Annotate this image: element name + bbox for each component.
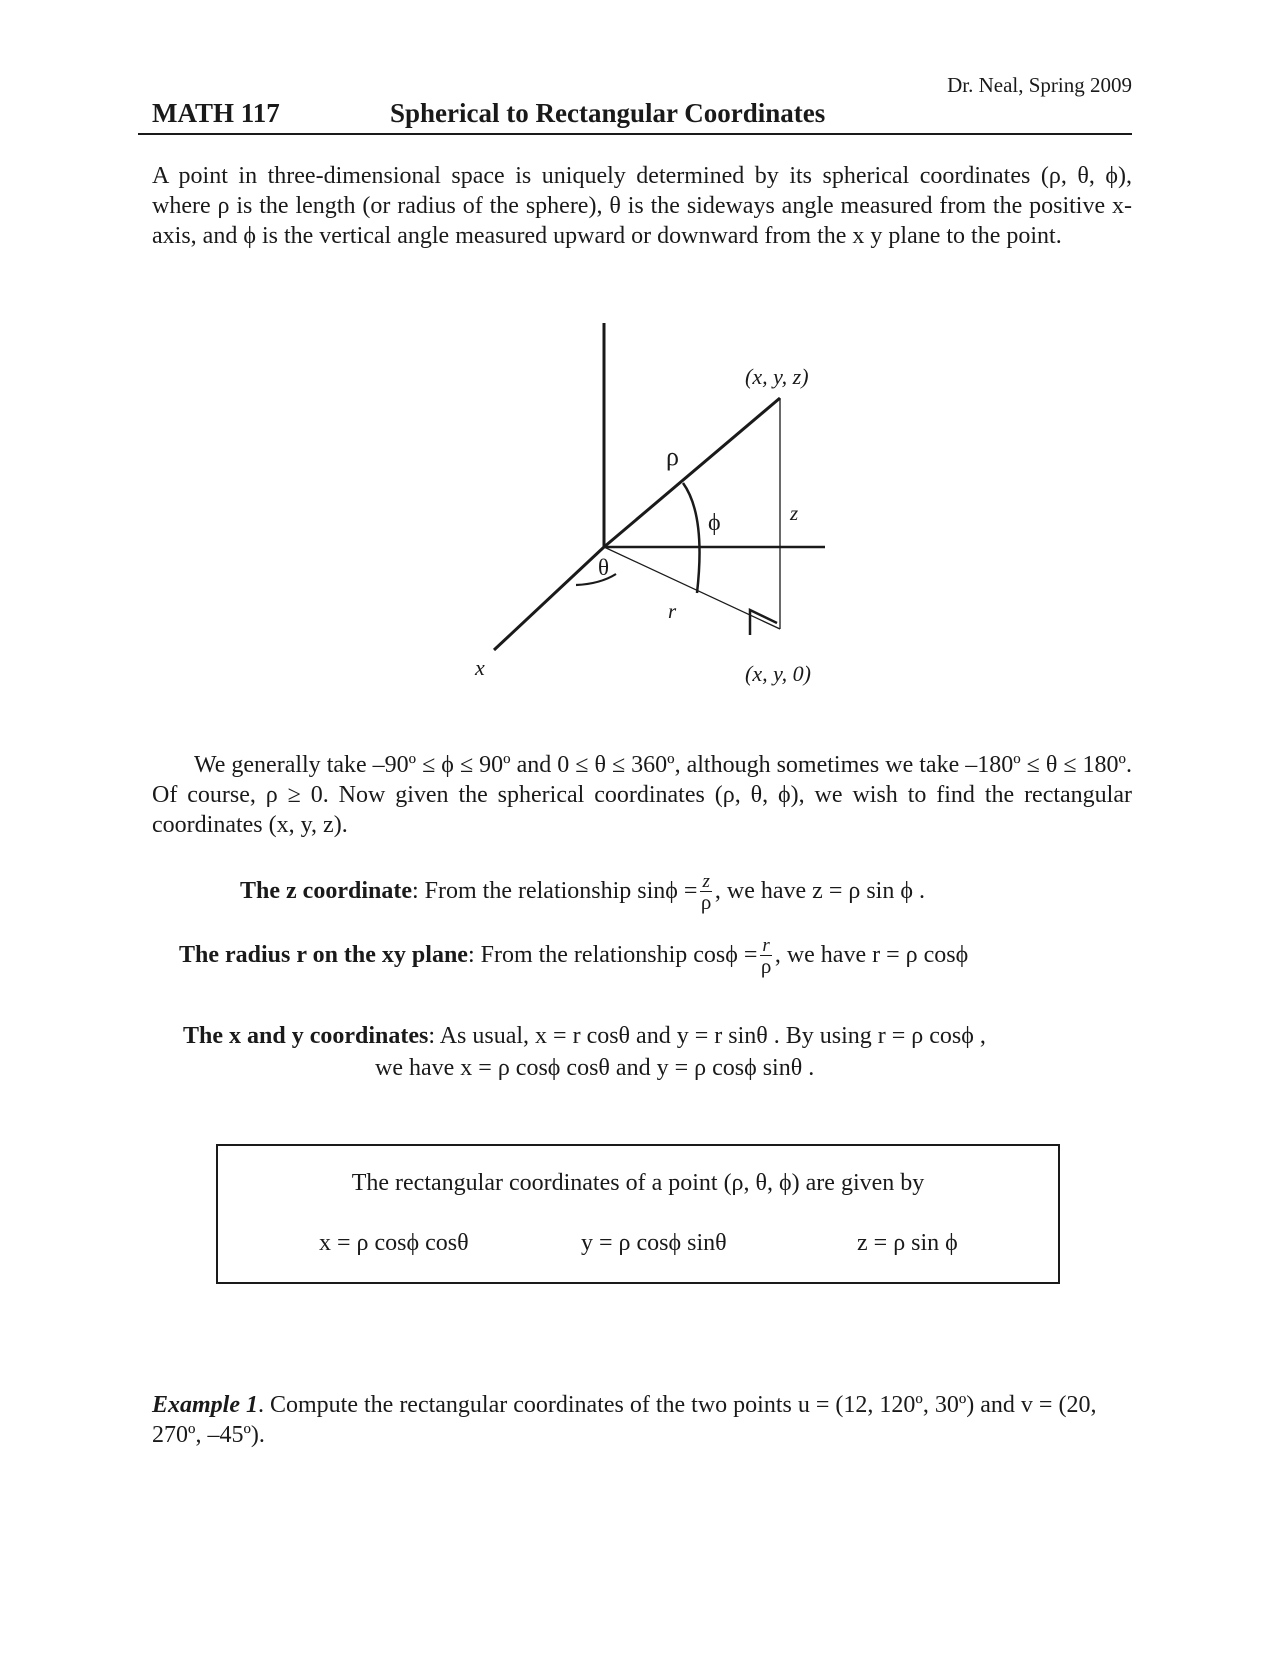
- point-label: (x, y, z): [745, 364, 809, 389]
- z-label: z: [790, 501, 799, 525]
- intro-paragraph: A point in three-dimensional space is uniquely determined by its spherical coordinates (ρ, θ, ϕ), where ρ is the length (or radius of the sphere), θ is the sideways angle measured from the positive x-axis, and ϕ is the vertical angle measured upward or downward from the x y plane to the point.: [152, 163, 1132, 249]
- fraction-denominator: ρ: [760, 954, 772, 978]
- ranges-text: We generally take –90º ≤ ϕ ≤ 90º and 0 ≤ θ ≤ 360º, although sometimes we take –180º ≤ θ ≤ 180º. Of course, ρ ≥ 0. Now given the spherical coordinates (ρ, θ, ϕ), we wish to find the rectangular coordinates (x, y, z).: [152, 752, 1132, 838]
- header-rule: [138, 133, 1132, 135]
- z-over-rho-fraction: [700, 872, 711, 913]
- z-coordinate-label: The z coordinate: [240, 878, 412, 905]
- right-angle-mark: [750, 610, 777, 635]
- summary-box: [216, 1144, 1060, 1284]
- projection-label: (x, y, 0): [745, 661, 811, 686]
- xy-coordinates-label: The x and y coordinates: [183, 1023, 429, 1049]
- r-over-rho-fraction: [760, 936, 771, 977]
- r-label: r: [668, 599, 677, 623]
- x-axis: [494, 547, 604, 650]
- example-1: [152, 1390, 1112, 1450]
- rho-segment: [604, 398, 780, 547]
- example-label: Example 1: [152, 1392, 258, 1418]
- radius-label: The radius r on the xy plane: [179, 942, 468, 969]
- z-coordinate-line: [0, 872, 1280, 913]
- fraction-numerator: z: [702, 871, 710, 892]
- theta-arc: [576, 574, 616, 585]
- document-title: Spherical to Rectangular Coordinates: [390, 98, 826, 128]
- summary-box-title: The rectangular coordinates of a point (ρ, θ, ϕ) are given by: [351, 1170, 925, 1196]
- xy-coordinates-line: [0, 1023, 1280, 1050]
- x-axis-label: x: [475, 655, 485, 680]
- radius-result: , we have r = ρ cosϕ: [774, 942, 969, 969]
- example-text: . Compute the rectangular coordinates of the two points u = (12, 120º, 30º) and v = (20, 270º, –45º).: [152, 1392, 1097, 1448]
- x-formula: x = ρ cosϕ cosθ: [319, 1230, 469, 1256]
- y-formula: y = ρ cosϕ sinθ: [581, 1230, 727, 1256]
- rho-label: ρ: [666, 442, 679, 471]
- theta-label: θ: [598, 555, 610, 580]
- author-line: Dr. Neal, Spring 2009: [947, 73, 1132, 97]
- course-code: MATH 117: [152, 98, 280, 128]
- radius-text: : From the relationship cosϕ =: [467, 942, 758, 969]
- xy-coordinates-text: : As usual, x = r cosθ and y = r sinθ . By using r = ρ cosϕ ,: [428, 1023, 986, 1049]
- xy-coordinates-line-2: we have x = ρ cosϕ cosθ and y = ρ cosϕ sinθ .: [375, 1055, 815, 1081]
- z-coordinate-text: : From the relationship sinϕ =: [411, 878, 698, 905]
- r-segment: [604, 547, 780, 629]
- phi-arc: [683, 483, 700, 593]
- fraction-numerator: r: [762, 935, 770, 956]
- phi-label: ϕ: [708, 510, 721, 536]
- fraction-denominator: ρ: [700, 890, 712, 914]
- ranges-paragraph: [152, 750, 1132, 840]
- z-coordinate-result: , we have z = ρ sin ϕ .: [714, 878, 925, 905]
- spherical-diagram: [440, 320, 840, 700]
- z-formula: z = ρ sin ϕ: [857, 1230, 958, 1256]
- radius-line: [0, 936, 1280, 977]
